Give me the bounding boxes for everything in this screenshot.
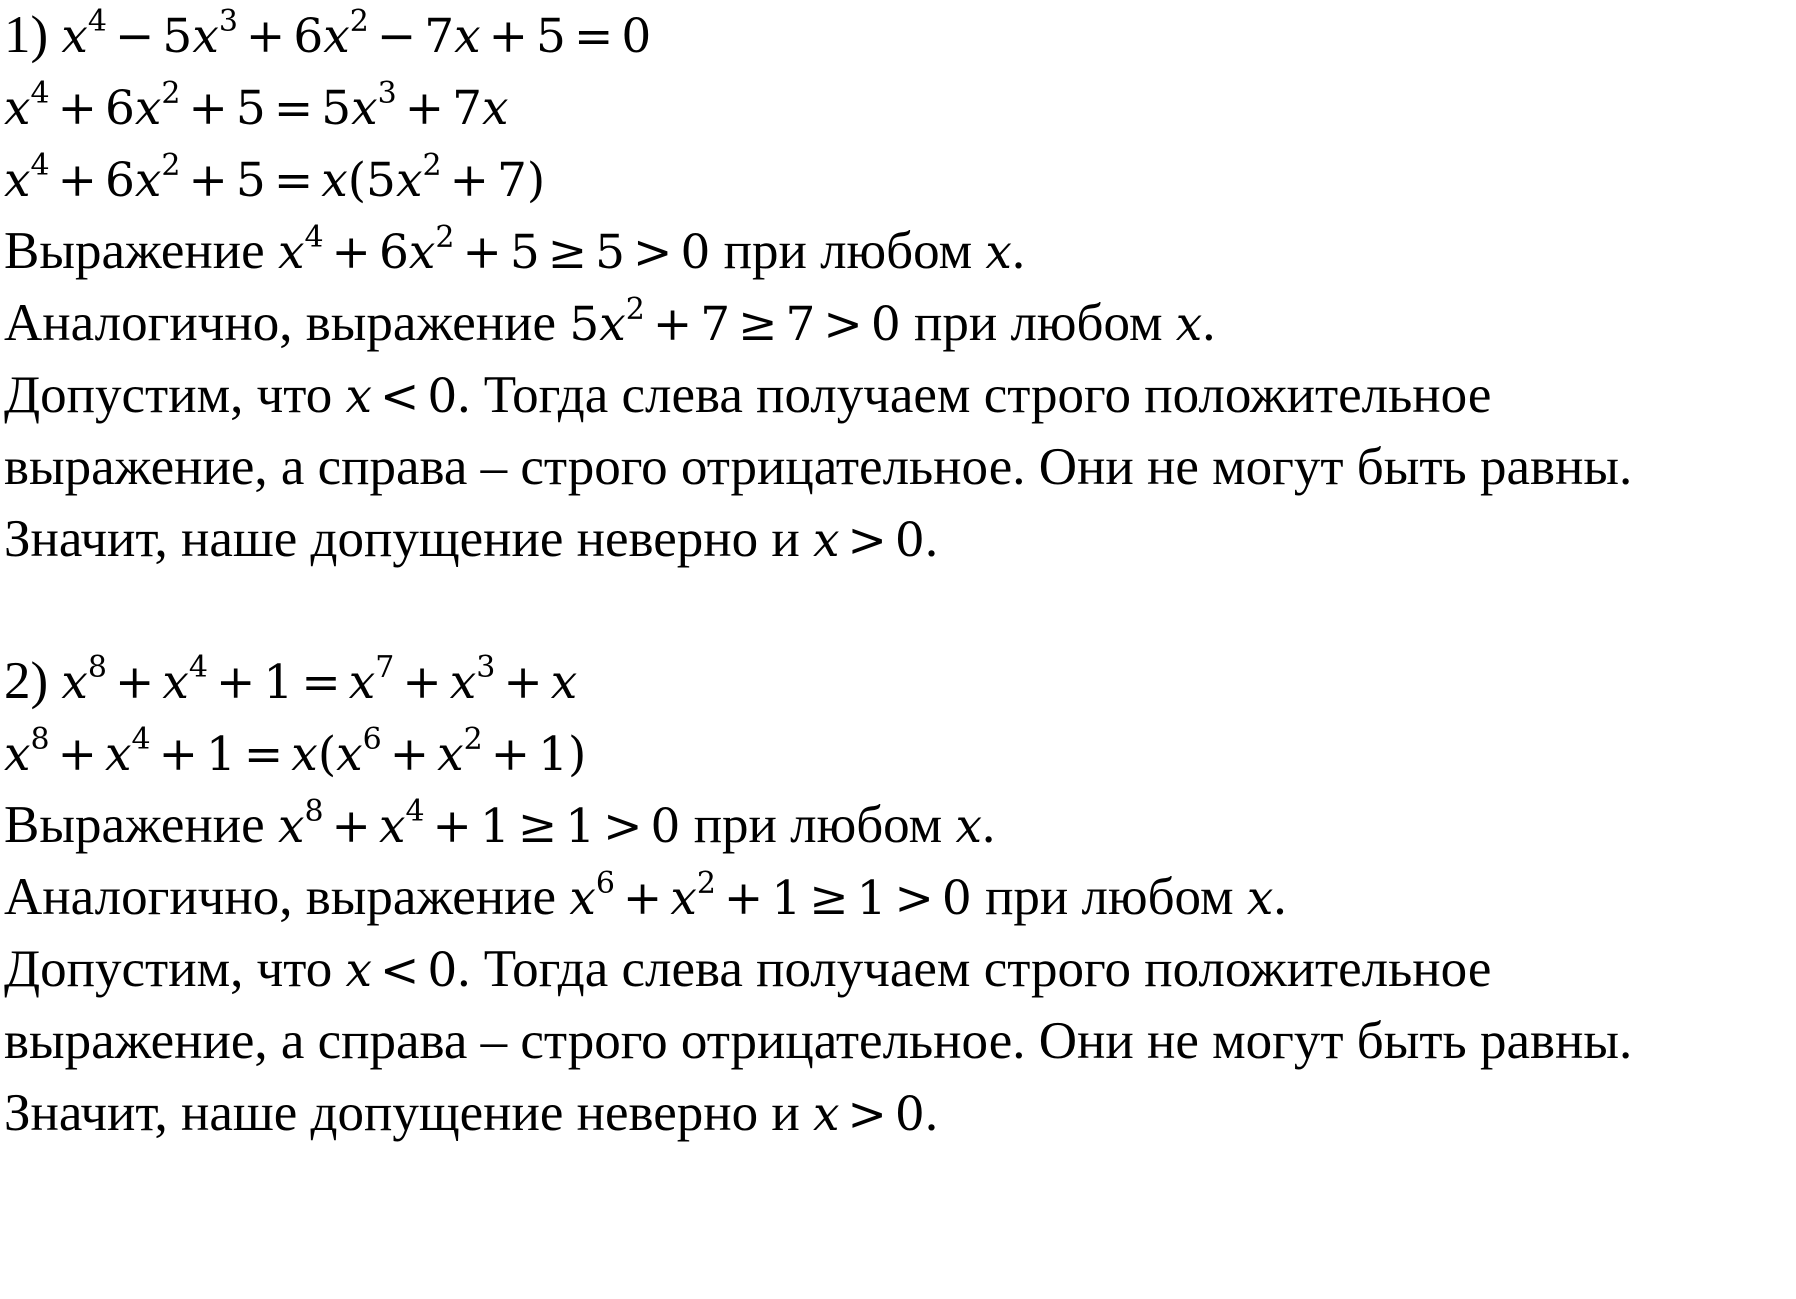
part1-number: 1) (4, 6, 62, 64)
equation: $x^4 + 6x^2 + 5 = x(5x^2 + 7)$ (4, 148, 546, 208)
part2-conclusion-line (4, 1078, 938, 1148)
variable: x (955, 799, 982, 854)
text-segment: при любом (710, 222, 986, 280)
variable: x (1175, 297, 1203, 352)
inequality: x > 0 (813, 513, 925, 568)
inequality: $x^8 + x^4 + 1 \ge 1 > 0$ (277, 794, 681, 854)
part2-contradiction-line (4, 1006, 1632, 1076)
inequality: $x^4 + 6x^2 + 5 \ge 5 > 0$ (277, 220, 711, 280)
part2-left-positive-line (4, 790, 995, 860)
part1-rearranged-line (4, 72, 509, 142)
text-segment: Допустим, что (4, 940, 346, 998)
text-segment: . (924, 1084, 939, 1142)
part1-left-positive-line (4, 216, 1025, 286)
inequality: x < 0 (345, 369, 458, 424)
part2-number: 2) (4, 652, 62, 710)
text-segment: Допустим, что (4, 366, 346, 424)
text-segment: выражение, а справа – строго отрицательное. Они не могут быть равны. (4, 1012, 1633, 1070)
part1-assumption-line (4, 360, 1491, 430)
text-segment: при любом (971, 868, 1247, 926)
variable: x (985, 225, 1012, 280)
equation: $x^4 + 6x^2 + 5 = 5x^3 + 7x$ (4, 76, 509, 136)
period: . (1011, 222, 1026, 280)
part1-contradiction-line (4, 432, 1632, 502)
text-segment: . Тогда слева получаем строго положительное (457, 940, 1492, 998)
equation: $x^8 + x^4 + 1 = x^7 + x^3 + x$ (61, 650, 578, 710)
text-segment: выражение, а справа – строго отрицательное. Они не могут быть равны. (4, 438, 1633, 496)
text-segment: Аналогично, выражение (4, 868, 570, 926)
inequality: $5x^2 + 7 \ge 7 > 0$ (569, 292, 901, 352)
part1-right-positive-line (4, 288, 1216, 358)
equation: $x^4 - 5x^3 + 6x^2 - 7x + 5 = 0$ (61, 4, 652, 64)
part2-factored-line (4, 718, 586, 788)
part2-right-positive-line (4, 862, 1287, 932)
part1-factored-line (4, 144, 545, 214)
part1-conclusion-line (4, 504, 938, 574)
part2-assumption-line (4, 934, 1491, 1004)
text-segment: . Тогда слева получаем строго положительное (457, 366, 1492, 424)
inequality: x < 0 (345, 943, 458, 998)
inequality: $x^6 + x^2 + 1 \ge 1 > 0$ (569, 866, 972, 926)
inequality: x > 0 (813, 1087, 925, 1142)
period: . (1202, 294, 1216, 352)
equation: $x^8 + x^4 + 1 = x(x^6 + x^2 + 1)$ (4, 722, 587, 782)
part1-equation-line (4, 0, 651, 70)
text-segment: . (924, 510, 939, 568)
text-segment: Значит, наше допущение неверно и (4, 510, 814, 568)
variable: x (1246, 871, 1274, 926)
period: . (981, 796, 996, 854)
text-segment: при любом (680, 796, 956, 854)
text-segment: Аналогично, выражение (4, 294, 570, 352)
text-segment: Значит, наше допущение неверно и (4, 1084, 814, 1142)
text-segment: Выражение (4, 222, 278, 280)
text-segment: при любом (900, 294, 1176, 352)
text-segment: Выражение (4, 796, 278, 854)
part2-equation-line (4, 646, 577, 716)
period: . (1273, 868, 1287, 926)
